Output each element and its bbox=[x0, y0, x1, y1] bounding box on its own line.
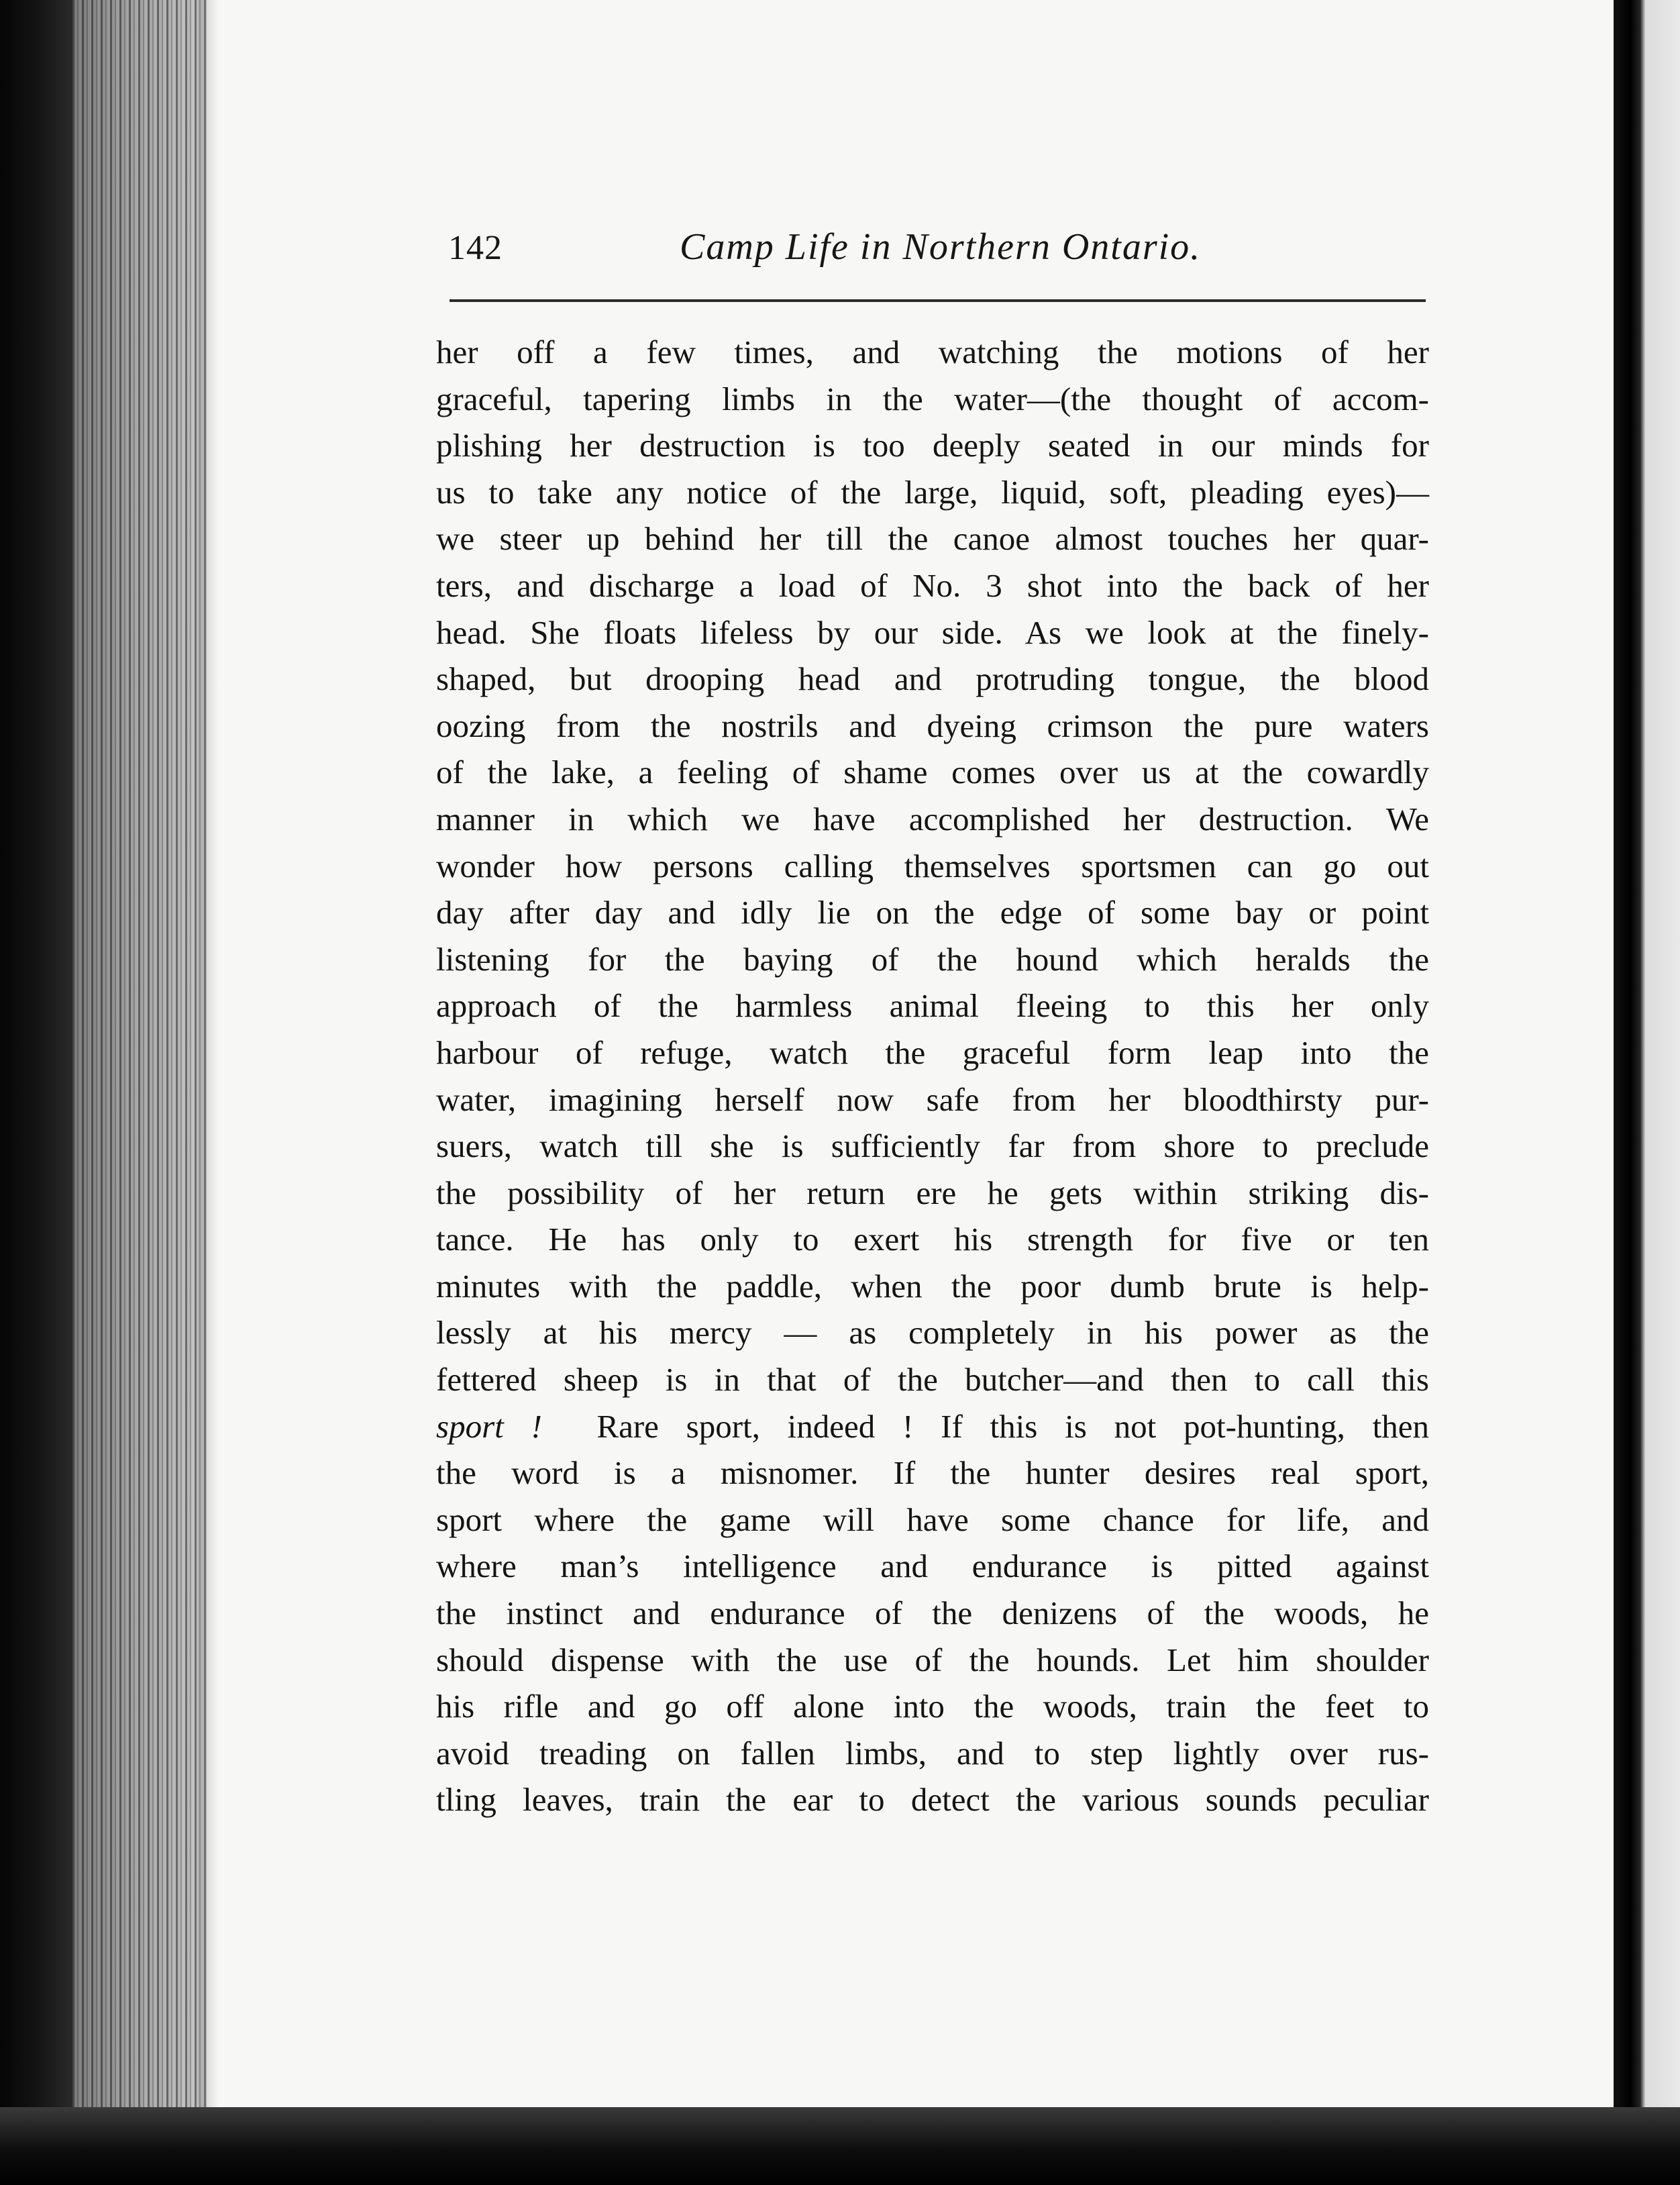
text-line: ters, and discharge a load of No. 3 shot into the back of her bbox=[436, 566, 1429, 604]
text-line: head. She floats lifeless by our side. As we look at the finely- bbox=[436, 613, 1429, 651]
text-line: sport where the game will have some chance for life, and bbox=[436, 1501, 1429, 1538]
bottom-shadow bbox=[0, 2107, 1680, 2185]
text-line: the word is a misnomer. If the hunter desires real sport, bbox=[436, 1454, 1429, 1492]
book-binding bbox=[0, 0, 72, 2185]
text-line: day after day and idly lie on the edge of some bay or point bbox=[436, 894, 1429, 931]
text-line: tling leaves, train the ear to detect the various sounds peculiar bbox=[436, 1781, 1429, 1819]
text-line: her off a few times, and watching the motions of her bbox=[436, 334, 1429, 370]
body-text bbox=[436, 329, 1429, 1823]
text-line: the possibility of her return ere he gets within striking dis- bbox=[436, 1174, 1429, 1211]
running-header bbox=[448, 221, 1434, 282]
text-line-rest: Rare sport, indeed ! If this is not pot-hunting, then bbox=[596, 1407, 1429, 1445]
text-line: avoid treading on fallen limbs, and to step lightly over rus- bbox=[436, 1734, 1429, 1772]
text-line: shaped, but drooping head and protruding tongue, the blood bbox=[436, 660, 1429, 698]
text-line: us to take any notice of the large, liquid, soft, pleading eyes)— bbox=[436, 473, 1429, 511]
text-line: water, imagining herself now safe from her bloodthirsty pur- bbox=[436, 1080, 1429, 1118]
text-line: suers, watch till she is sufficiently far from shore to preclude bbox=[436, 1127, 1429, 1165]
text-line: should dispense with the use of the hounds. Let him shoulder bbox=[436, 1641, 1429, 1678]
italic-sport: sport ! bbox=[436, 1407, 542, 1445]
text-line: his rifle and go off alone into the woods, train the feet to bbox=[436, 1688, 1429, 1725]
text-line: manner in which we have accomplished her destruction. We bbox=[436, 800, 1429, 837]
page-number: 142 bbox=[448, 229, 503, 267]
text-line: the instinct and endurance of the denizens of the woods, he bbox=[436, 1594, 1429, 1632]
text-line: approach of the harmless animal fleeing to this her only bbox=[436, 987, 1429, 1025]
text-line: lessly at his mercy — as completely in his power as the bbox=[436, 1314, 1429, 1352]
text-line: plishing her destruction is too deeply seated in our minds for bbox=[436, 427, 1429, 464]
text-line: listening for the baying of the hound which heralds the bbox=[436, 940, 1429, 978]
gutter-shadow bbox=[199, 0, 219, 2185]
text-line: where man’s intelligence and endurance is pitted against bbox=[436, 1547, 1429, 1585]
text-line: oozing from the nostrils and dyeing crimson the pure waters bbox=[436, 707, 1429, 744]
header-rule bbox=[450, 299, 1426, 302]
text-line-mixed bbox=[436, 1403, 1429, 1450]
text-line: harbour of refuge, watch the graceful form leap into the bbox=[436, 1033, 1429, 1071]
text-line: minutes with the paddle, when the poor dumb brute is help- bbox=[436, 1267, 1429, 1305]
text-line: of the lake, a feeling of shame comes over us at the cowardly bbox=[436, 754, 1429, 791]
facing-page-edge bbox=[1614, 0, 1680, 2185]
running-title: Camp Life in Northern Ontario. bbox=[680, 226, 1202, 268]
text-line: tance. He has only to exert his strength for five or ten bbox=[436, 1221, 1429, 1258]
text-line: graceful, tapering limbs in the water—(the thought of accom- bbox=[436, 380, 1429, 417]
text-line: fettered sheep is in that of the butcher—and then to call this bbox=[436, 1361, 1429, 1399]
page-edges bbox=[72, 0, 207, 2185]
text-line: we steer up behind her till the canoe almost touches her quar- bbox=[436, 520, 1429, 558]
text-line: wonder how persons calling themselves sportsmen can go out bbox=[436, 847, 1429, 884]
